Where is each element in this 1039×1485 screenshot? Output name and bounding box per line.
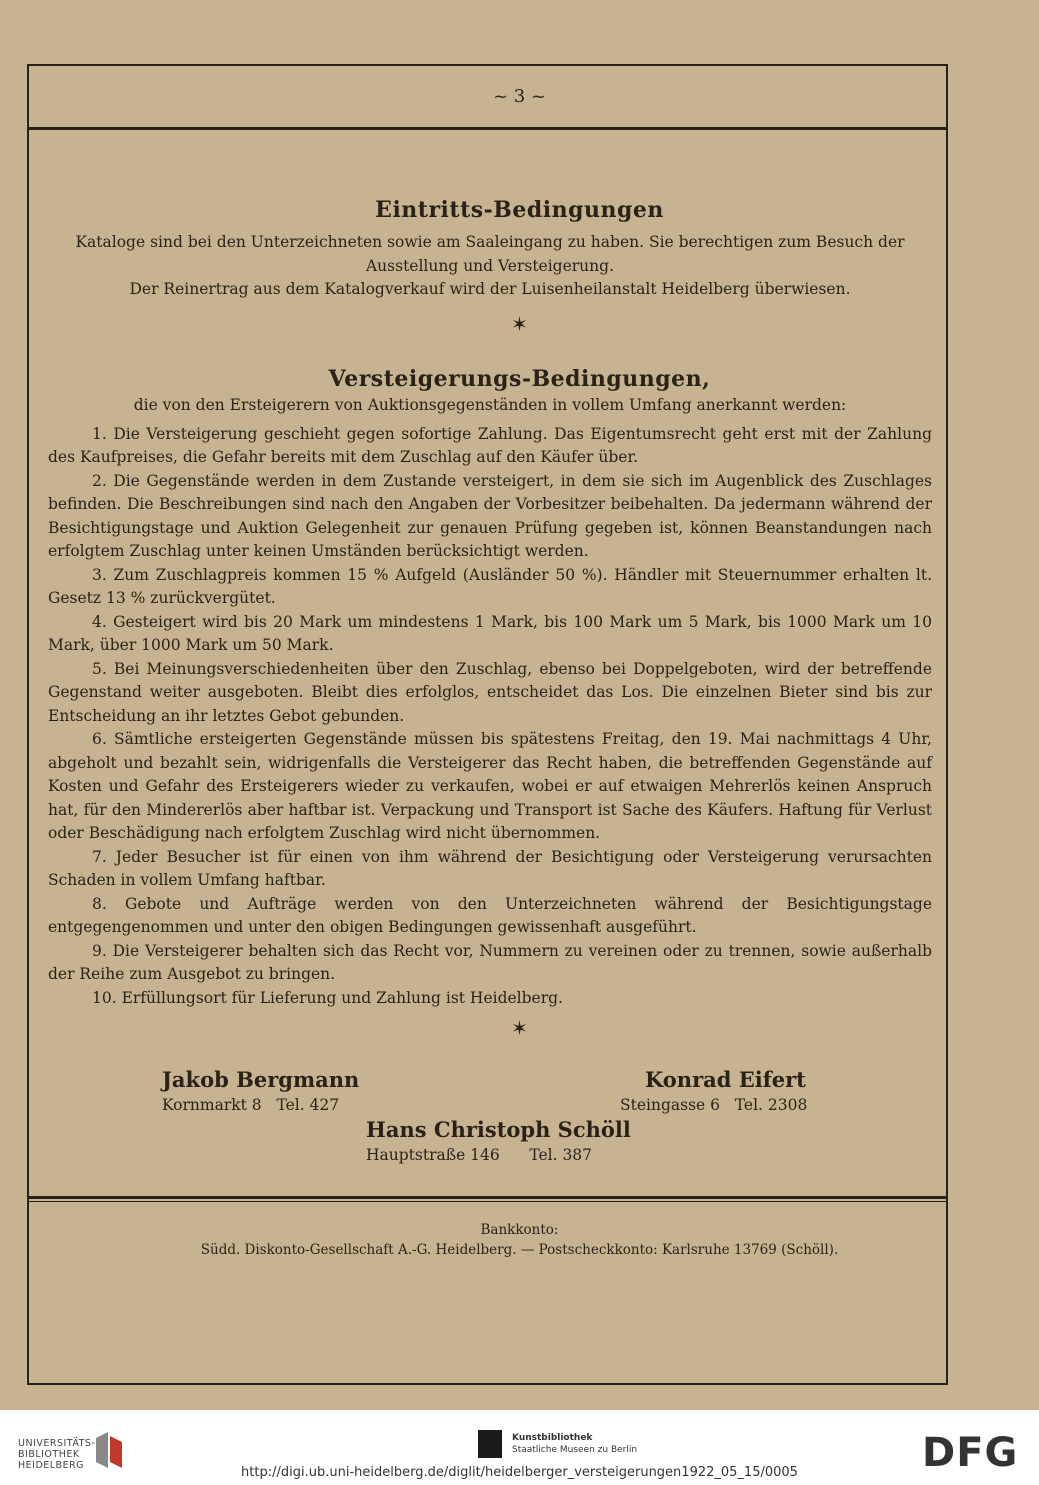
dfg-logo: DFG bbox=[922, 1430, 1019, 1476]
signatory-right-phone: Tel. 2308 bbox=[734, 1096, 808, 1114]
digitization-footer bbox=[0, 1410, 1039, 1485]
signatory-left-phone: Tel. 427 bbox=[276, 1096, 340, 1114]
condition-item: 4. Gesteigert wird bis 20 Mark um mindestens 1 Mark, bis 100 Mark um 5 Mark, bis 1000 Mark um 10 Mark, über 1000 Mark um 50 Mark. bbox=[48, 612, 932, 654]
signatory-right-name: Konrad Eifert bbox=[645, 1067, 806, 1092]
condition-item: 1. Die Versteigerung geschieht gegen sofortige Zahlung. Das Eigentumsrecht geht erst mit der Zahlung des Kaufpreises, die Gefahr bereits mit dem Zuschlag auf den Käufer über. bbox=[48, 424, 932, 466]
entry-paragraph-1: Kataloge sind bei den Unterzeichneten sowie am Saaleingang zu haben. Sie berechtigen zum Besuch der Ausstellung und Versteigerung. bbox=[75, 233, 905, 275]
condition-item: 8. Gebote und Aufträge werden von den Unterzeichneten während der Besichtigungstage entgegengenommen und unter den obigen Bedingungen gewissenhaft ausgeführt. bbox=[48, 894, 932, 936]
signatory-left-address: Kornmarkt 8 bbox=[162, 1096, 262, 1114]
signatory-center-name: Hans Christoph Schöll bbox=[366, 1117, 631, 1142]
auction-conditions bbox=[48, 394, 932, 1010]
condition-item: 10. Erfüllungsort für Lieferung und Zahlung ist Heidelberg. bbox=[92, 988, 563, 1007]
footer-rule-thin bbox=[27, 1201, 948, 1202]
signatory-right-contact bbox=[620, 1096, 807, 1114]
condition-item: 6. Sämtliche ersteigerten Gegenstände müssen bis spätestens Freitag, den 19. Mai nachmittags 4 Uhr, abgeholt und bezahlt sein, widrigenfalls die Versteigerer das Recht haben, die betreffenden Gegenstände auf Kosten und Gefahr des Ersteigerers wieder zu verkaufen, wobei er auf etwaigen Mehrerlös keinen Anspruch hat, für den Mindererlös aber haftbar ist. Verpackung und Transport ist Sache des Käufers. Haftung für Verlust oder Beschädigung nach erfolgtem Zuschlag wird nicht übernommen. bbox=[48, 730, 932, 842]
condition-item: 9. Die Versteigerer behalten sich das Recht vor, Nummern zu vereinen oder zu trennen, sowie außerhalb der Reihe zum Ausgebot zu bringen. bbox=[48, 941, 932, 983]
kb-line-2: Staatliche Museen zu Berlin bbox=[512, 1445, 638, 1455]
university-logo-icon bbox=[92, 1430, 126, 1470]
condition-item: 2. Die Gegenstände werden in dem Zustande versteigert, in dem sie sich im Augenblick des Zuschlages befinden. Die Beschreibungen sind nach den Angaben der Vorbesitzer beibehalten. Da jedermann während der Besichtigungstage und Auktion Gelegenheit zur genauen Prüfung gegeben ist, können Beanstandungen nach erfolgtem Zuschlag unter keinen Umständen berücksichtigt werden. bbox=[48, 471, 932, 560]
kb-line-1: Kunstbibliothek bbox=[512, 1433, 593, 1443]
header-rule bbox=[27, 127, 948, 130]
condition-item: 3. Zum Zuschlagpreis kommen 15 % Aufgeld (Ausländer 50 %). Händler mit Steuernummer erhalten lt. Gesetz 13 % zurückvergütet. bbox=[48, 565, 932, 607]
ornament-right-icon: ~ bbox=[530, 86, 547, 107]
uni-line-2: BIBLIOTHEK bbox=[18, 1449, 80, 1460]
uni-line-1: UNIVERSITÄTS- bbox=[18, 1438, 96, 1449]
top-rule bbox=[27, 64, 948, 66]
star-ornament-icon: ✶ bbox=[511, 1016, 528, 1040]
condition-item: 7. Jeder Besucher ist für einen von ihm während der Besichtigung oder Versteigerung verursachten Schaden in vollem Umfang haftbar. bbox=[48, 847, 932, 889]
signatory-left-contact bbox=[162, 1096, 339, 1114]
condition-item: 5. Bei Meinungsverschiedenheiten über den Zuschlag, ebenso bei Doppelgeboten, wird der betreffende Gegenstand weiter ausgeboten. Bleibt dies erfolglos, entscheidet das Los. Die einzelnen Bieter sind bis zur Entscheidung an ihr letztes Gebot gebunden. bbox=[48, 659, 932, 725]
entry-title: Eintritts-Bedingungen bbox=[375, 197, 664, 223]
entry-paragraph-2: Der Reinertrag aus dem Katalogverkauf wird der Luisenheilanstalt Heidelberg überwiesen. bbox=[129, 280, 851, 298]
page-number-label: 3 bbox=[513, 86, 526, 107]
ornament-left-icon: ~ bbox=[492, 86, 509, 107]
signatory-center-address: Hauptstraße 146 bbox=[366, 1146, 500, 1164]
bottom-rule bbox=[27, 1383, 948, 1385]
signatory-center-phone: Tel. 387 bbox=[529, 1146, 593, 1164]
signatory-center-contact bbox=[366, 1146, 592, 1164]
kunstbibliothek-text bbox=[512, 1432, 637, 1456]
bank-details: Südd. Diskonto-Gesellschaft A.-G. Heidelberg. — Postscheckkonto: Karlsruhe 13769 (Schöll). bbox=[200, 1242, 839, 1258]
signatory-right-address: Steingasse 6 bbox=[620, 1096, 720, 1114]
source-url[interactable]: http://digi.ub.uni-heidelberg.de/diglit/heidelberger_versteigerungen1922_05_15/0005 bbox=[241, 1465, 798, 1480]
footer-rule-top bbox=[27, 1196, 948, 1199]
auction-intro: die von den Ersteigerern von Auktionsgegenständen in vollem Umfang anerkannt werden: bbox=[133, 396, 847, 414]
page-number bbox=[0, 86, 1039, 107]
kunstbibliothek-logo-icon bbox=[478, 1430, 502, 1458]
uni-line-3: HEIDELBERG bbox=[18, 1460, 85, 1471]
entry-text bbox=[48, 231, 932, 302]
auction-title: Versteigerungs-Bedingungen, bbox=[328, 366, 711, 392]
star-ornament-icon: ✶ bbox=[511, 312, 528, 336]
bank-label: Bankkonto: bbox=[480, 1222, 559, 1238]
signatory-left-name: Jakob Bergmann bbox=[162, 1067, 360, 1092]
